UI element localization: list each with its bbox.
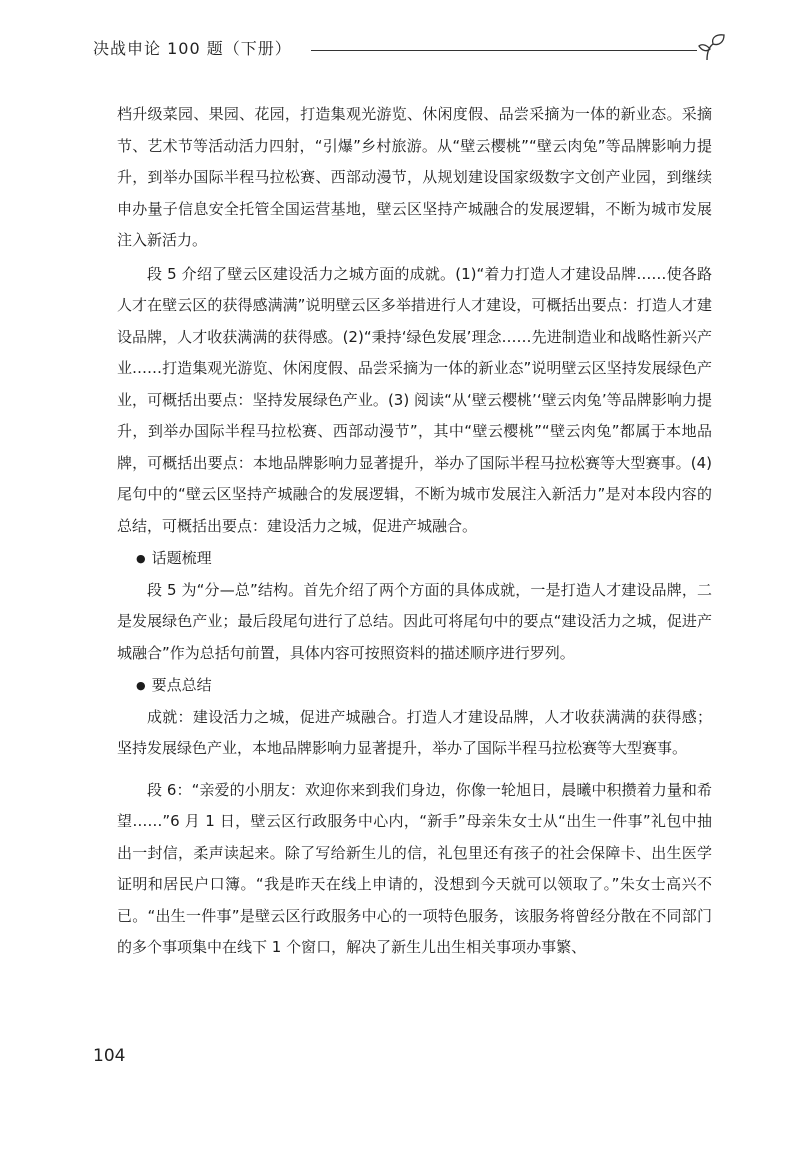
page-body [117, 99, 712, 964]
section-heading-label: 话题梳理 [151, 549, 212, 567]
header-rule [311, 50, 697, 51]
page-number: 104 [93, 1046, 126, 1066]
book-title: 决战申论 100 题（下册） [93, 39, 292, 58]
analysis-paragraph: 段 5 介绍了壁云区建设活力之城方面的成就。(1)“着力打造人才建设品牌……使各路人才在壁云区的获得感满满”说明壁云区多举措进行人才建设，可概括出要点：打造人才建设品牌，人才收获满满的获得感。(2)“秉持‘绿色发展’理念……先进制造业和战略性新兴产业……打造集观光游览、休闲度假、品尝采摘为一体的新业态”说明壁云区坚持发展绿色产业，可概括出要点：坚持发展绿色产业。(3) 阅读“从‘壁云樱桃’‘壁云肉兔’等品牌影响力提升，到举办国际半程马拉松赛、西部动漫节”，其中“壁云樱桃”“壁云肉兔”都属于本地品牌，可概括出要点：本地品牌影响力显著提升，举办了国际半程马拉松赛等大型赛事。(4) 尾句中的“壁云区坚持产城融合的发展逻辑，不断为城市发展注入新活力”是对本段内容的总结，可概括出要点：建设活力之城，促进产城融合。 [117, 264, 712, 535]
section-heading-label: 要点总结 [151, 676, 212, 694]
source-paragraph-continued: 档升级菜园、果园、花园，打造集观光游览、休闲度假、品尝采摘为一体的新业态。采摘节、艺术节等活动活力四射，“引爆”乡村旅游。从“壁云樱桃”“壁云肉兔”等品牌影响力提升，到举办国际半程马拉松赛、西部动漫节，从规划建设国家级数字文创产业园，到继续申办量子信息安全托管全国运营基地，壁云区坚持产城融合的发展逻辑，不断为城市发展注入新活力。 [117, 105, 712, 249]
summary-paragraph: 成就：建设活力之城，促进产城融合。打造人才建设品牌，人才收获满满的获得感；坚持发展绿色产业，本地品牌影响力显著提升，举办了国际半程马拉松赛等大型赛事。 [117, 707, 712, 757]
section-heading-summary [117, 670, 712, 702]
bullet-dot-icon: ● [136, 679, 146, 692]
section-heading-topic [117, 543, 712, 575]
source-paragraph-6: 段 6：“亲爱的小朋友：欢迎你来到我们身边，你像一轮旭日，晨曦中积攒着力量和希望……”6 月 1 日，壁云区行政服务中心内，“新手”母亲朱女士从“出生一件事”礼包中抽出一封信，柔声读起来。除了写给新生儿的信，礼包里还有孩子的社会保障卡、出生医学证明和居民户口簿。“我是昨天在线上申请的，没想到今天就可以领取了。”朱女士高兴不已。“出生一件事”是壁云区行政服务中心的一项特色服务，该服务将曾经分散在不同部门的多个事项集中在线下 1 个窗口，解决了新生儿出生相关事项办事繁、 [117, 780, 712, 956]
spacer [117, 765, 712, 775]
running-header [93, 32, 733, 66]
sprout-icon [697, 32, 727, 62]
bullet-dot-icon: ● [136, 552, 146, 565]
structure-paragraph: 段 5 为“分—总”结构。首先介绍了两个方面的具体成就，一是打造人才建设品牌，二是发展绿色产业；最后段尾句进行了总结。因此可将尾句中的要点“建设活力之城，促进产城融合”作为总括句前置，具体内容可按照资料的描述顺序进行罗列。 [117, 580, 712, 662]
